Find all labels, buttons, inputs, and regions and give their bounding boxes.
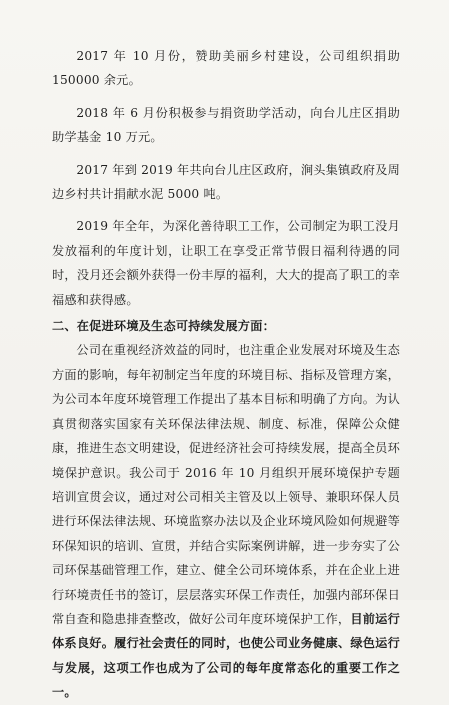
paragraph-donation-2017: 2017 年 10 月份，赞助美丽乡村建设，公司组织捐助 150000 余元。 — [52, 49, 400, 88]
section-heading-environment: 二、在促进环境及生态可持续发展方面： — [52, 319, 275, 334]
paragraph-cement-donation: 2017 年到 2019 年共向台儿庄区政府，涧头集镇政府及周边乡村共计捐献水泥 5000 吨。 — [52, 162, 400, 202]
paragraph-environment — [52, 338, 400, 704]
paragraph-education-2018: 2018 年 6 月份积极参与捐资助学活动，向台儿庄区捐助助学基金 10 万元。 — [52, 105, 400, 145]
paragraph-environment-conclusion: 目前运行体系良好。履行社会责任的同时，也使公司业务健康、绿色运行与发展，这项工作也成为了公司的每年度常态化的重要工作之一。 — [52, 611, 400, 700]
paragraph-employee-welfare: 2019 年全年，为深化善待职工工作，公司制定为职工没月发放福利的年度计划，让职工在享受正常节假日福利待遇的同时，没月还会额外获得一份丰厚的福利，大大的提高了职工的幸福感和获得感。 — [52, 219, 400, 307]
document-body — [52, 44, 400, 705]
paragraph-environment-text: 公司在重视经济效益的同时，也注重企业发展对环境及生态方面的影响，每年初制定当年度的环境目标、指标及管理方案，为公司本年度环境管理工作提出了基本目标和明确了方向。为认真贯彻落实国家有关环保法律法规、制度、标准，保障公众健康，推进生态文明建设，促进经济社会可持续发展，提高全员环境保护意识。我公司于 2016 年 10 月组织开展环境保护专题培训宣贯会议，通过对公司相关主管及以上领导、兼职环保人员进行环保法律法规、环境监察办法以及企业环境风险如何规避等环保知识的培训、宣贯，并结合实际案例讲解，进一步夯实了公司环保基础管理工作，建立、健全公司环境体系，并在企业上进行环境责任书的签订，层层落实环保工作责任，加强内部环保日常自查和隐患排查整改，做好公司年度环境保护工作， — [52, 343, 400, 626]
